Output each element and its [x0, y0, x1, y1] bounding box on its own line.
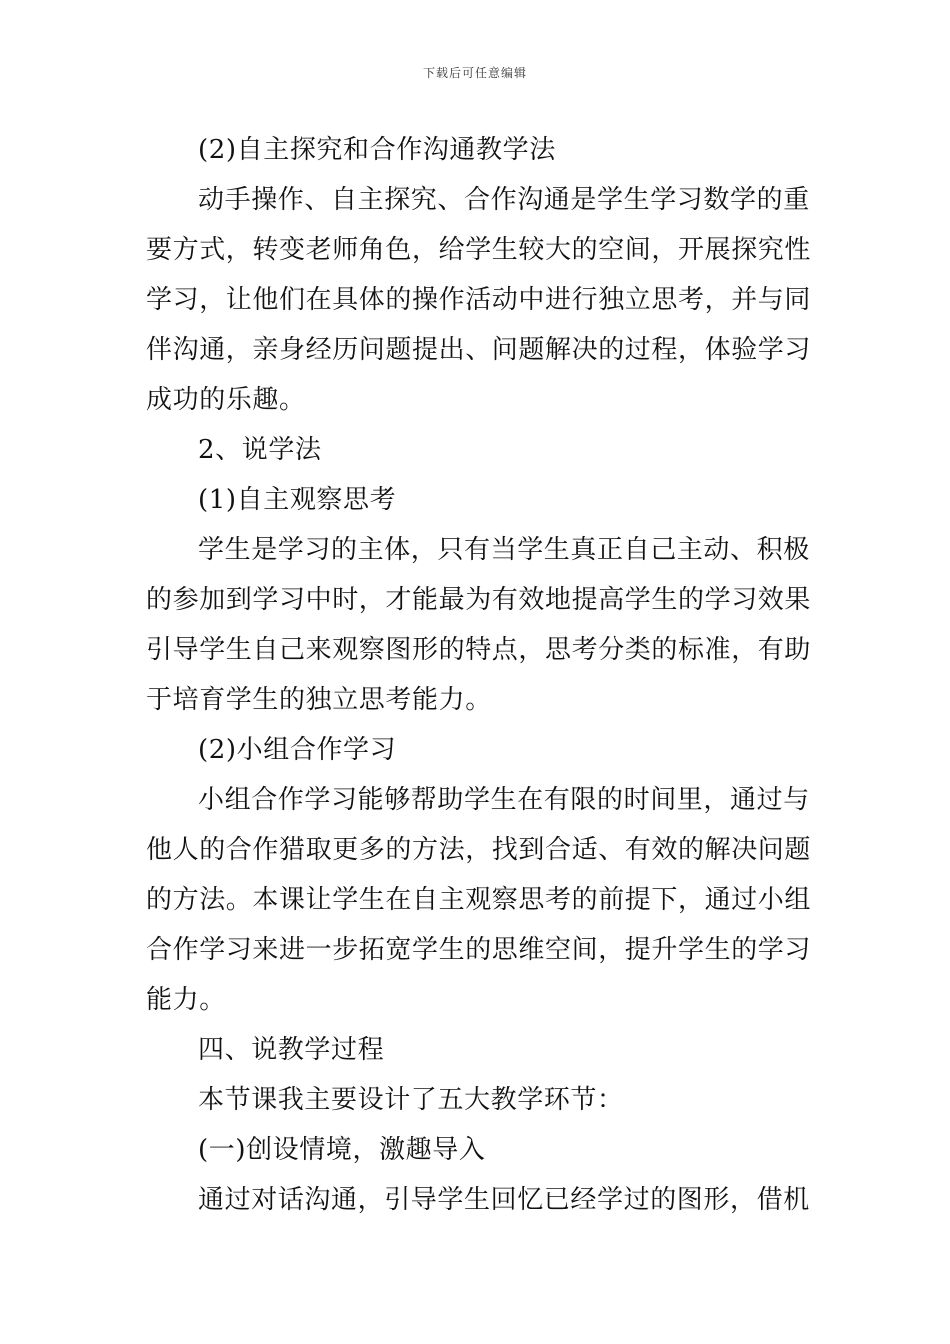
section-heading-study-method: 2、说学法: [198, 435, 322, 465]
subheading-step-1: (一)创设情境，激趣导入: [198, 1135, 486, 1165]
paragraph-line: 于培育学生的独立思考能力。: [146, 685, 492, 715]
paragraph-line: 小组合作学习能够帮助学生在有限的时间里，通过与: [198, 785, 810, 815]
paragraph-line: 学习，让他们在具体的操作活动中进行独立思考，并与同: [146, 285, 812, 315]
paragraph-line: 成功的乐趣。: [146, 385, 306, 415]
paragraph-line: 通过对话沟通，引导学生回忆已经学过的图形，借机: [198, 1185, 810, 1215]
paragraph-line: 本节课我主要设计了五大教学环节：: [198, 1085, 624, 1115]
subheading-study-1: (1)自主观察思考: [198, 485, 397, 515]
paragraph-line: 动手操作、自主探究、合作沟通是学生学习数学的重: [198, 185, 810, 215]
page-header: 下载后可任意编辑: [422, 66, 527, 80]
paragraph-line: 他人的合作猎取更多的方法，找到合适、有效的解决问题: [146, 835, 812, 865]
paragraph-line: 引导学生自己来观察图形的特点，思考分类的标准，有助: [146, 635, 812, 665]
subheading-study-2: (2)小组合作学习: [198, 735, 397, 765]
paragraph-line: 伴沟通，亲身经历问题提出、问题解决的过程，体验学习: [146, 335, 812, 365]
paragraph-line: 要方式，转变老师角色，给学生较大的空间，开展探究性: [146, 235, 812, 265]
subheading-method-2: (2)自主探究和合作沟通教学法: [198, 135, 556, 165]
section-heading-teaching-process: 四、说教学过程: [198, 1035, 385, 1065]
paragraph-line: 学生是学习的主体，只有当学生真正自己主动、积极: [198, 535, 810, 565]
document-body: [146, 125, 812, 1225]
paragraph-line: 的参加到学习中时，才能最为有效地提高学生的学习效果: [146, 585, 812, 615]
paragraph-line: 能力。: [146, 985, 226, 1015]
paragraph-line: 的方法。本课让学生在自主观察思考的前提下，通过小组: [146, 885, 812, 915]
paragraph-line: 合作学习来进一步拓宽学生的思维空间，提升学生的学习: [146, 935, 812, 965]
